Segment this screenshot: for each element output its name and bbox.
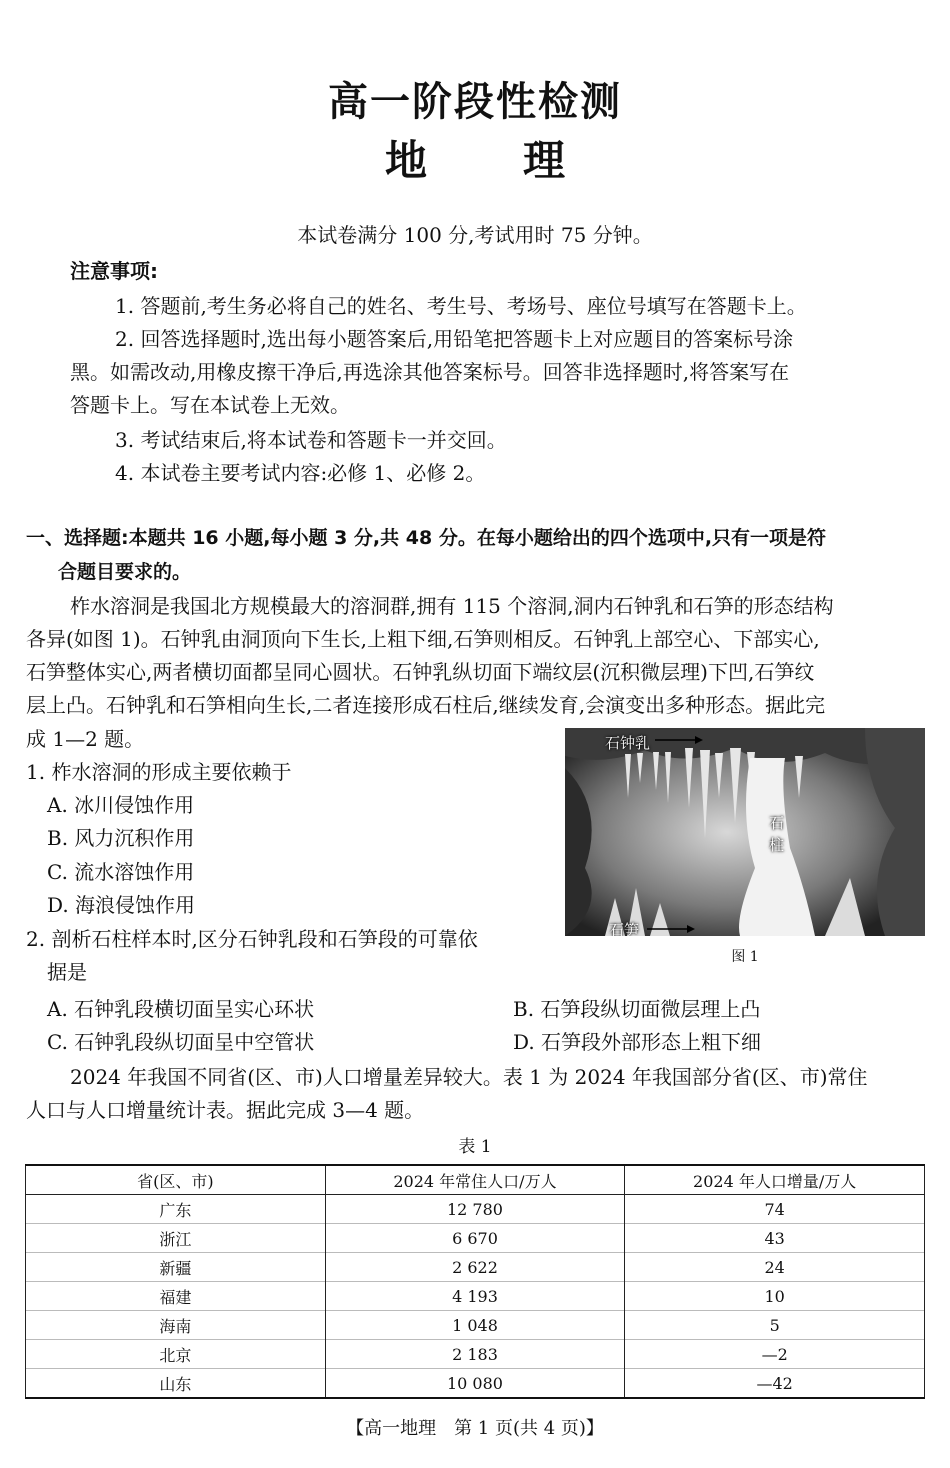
table-cell: 2 622 <box>325 1253 625 1282</box>
table-cell: 6 670 <box>325 1224 625 1253</box>
cave-illustration <box>565 728 925 936</box>
passage-line: 石笋整体实心,两者横切面都呈同心圆状。石钟乳纵切面下端纹层(沉积微层理)下凹,石笋纹 <box>26 660 815 684</box>
population-table <box>25 1164 925 1399</box>
table-row <box>26 1195 925 1224</box>
table-row <box>26 1369 925 1399</box>
notice-heading: 注意事项: <box>70 259 158 283</box>
option: C. 流水溶蚀作用 <box>47 860 195 884</box>
passage-line: 层上凸。石钟乳和石笋相向生长,二者连接形成石柱后,继续发育,会演变出多种形态。据此完 <box>26 693 826 717</box>
subject-char: 理 <box>523 136 566 185</box>
label-column: 石 <box>769 814 785 832</box>
table-cell: 福建 <box>26 1282 326 1311</box>
table-row <box>26 1224 925 1253</box>
table-cell: 10 080 <box>325 1369 625 1399</box>
notice-line: 答题卡上。写在本试卷上无效。 <box>70 393 350 417</box>
section-heading-cont: 合题目要求的。 <box>58 561 192 583</box>
option: B. 风力沉积作用 <box>47 826 195 850</box>
notice-line: 黑。如需改动,用橡皮擦干净后,再选涂其他答案标号。回答非选择题时,将答案写在 <box>70 360 790 384</box>
label-stalactite: 石钟乳 <box>605 734 651 752</box>
table-cell: 74 <box>625 1195 925 1224</box>
table-cell: 北京 <box>26 1340 326 1369</box>
section-heading: 一、选择题:本题共 16 小题,每小题 3 分,共 48 分。在每小题给出的四个选项中,只有一项是符 <box>26 527 827 549</box>
table-cell: —2 <box>625 1340 925 1369</box>
option: D. 石笋段外部形态上粗下细 <box>513 1030 762 1054</box>
table-row <box>26 1253 925 1282</box>
passage-line: 各异(如图 1)。石钟乳由洞顶向下生长,上粗下细,石笋则相反。石钟乳上部空心、下部实心, <box>26 627 820 651</box>
table-row <box>26 1311 925 1340</box>
table-cell: 浙江 <box>26 1224 326 1253</box>
notice-line: 4. 本试卷主要考试内容:必修 1、必修 2。 <box>115 461 486 485</box>
label-column: 柱 <box>769 836 785 854</box>
table-caption: 表 1 <box>458 1137 492 1157</box>
column-header: 省(区、市) <box>26 1165 326 1195</box>
table-cell: 1 048 <box>325 1311 625 1340</box>
table-row <box>26 1282 925 1311</box>
question-stem: 1. 柞水溶洞的形成主要依赖于 <box>26 760 292 784</box>
label-stalagmite: 石笋 <box>609 921 640 936</box>
passage-line: 2024 年我国不同省(区、市)人口增量差异较大。表 1 为 2024 年我国部分省(区、市)常住 <box>70 1065 868 1089</box>
table-cell: 10 <box>625 1282 925 1311</box>
table-cell: 海南 <box>26 1311 326 1340</box>
exam-title: 高一阶段性检测 <box>328 79 622 125</box>
subject-title <box>0 128 950 188</box>
table-cell: 5 <box>625 1311 925 1340</box>
table-row <box>26 1340 925 1369</box>
passage-line: 人口与人口增量统计表。据此完成 3—4 题。 <box>26 1098 425 1122</box>
table-cell: 24 <box>625 1253 925 1282</box>
option: A. 石钟乳段横切面呈实心环状 <box>47 997 315 1021</box>
column-header: 2024 年人口增量/万人 <box>625 1165 925 1195</box>
option: D. 海浪侵蚀作用 <box>47 893 196 917</box>
notice-line: 1. 答题前,考生务必将自己的姓名、考生号、考场号、座位号填写在答题卡上。 <box>115 294 807 318</box>
cave-photo <box>565 728 925 936</box>
table-cell: 广东 <box>26 1195 326 1224</box>
table-cell: 2 183 <box>325 1340 625 1369</box>
figure-caption: 图 1 <box>731 949 759 965</box>
passage-line: 成 1—2 题。 <box>26 727 145 751</box>
table-header-row <box>26 1165 925 1195</box>
table-cell: 43 <box>625 1224 925 1253</box>
table-cell: —42 <box>625 1369 925 1399</box>
notice-line: 3. 考试结束后,将本试卷和答题卡一并交回。 <box>115 428 507 452</box>
option: B. 石笋段纵切面微层理上凸 <box>513 997 761 1021</box>
table-cell: 新疆 <box>26 1253 326 1282</box>
table-cell: 4 193 <box>325 1282 625 1311</box>
passage-line: 柞水溶洞是我国北方规模最大的溶洞群,拥有 115 个溶洞,洞内石钟乳和石笋的形态结构 <box>70 594 834 618</box>
subject-char: 地 <box>384 136 427 185</box>
table-cell: 12 780 <box>325 1195 625 1224</box>
table-cell: 山东 <box>26 1369 326 1399</box>
exam-info: 本试卷满分 100 分,考试用时 75 分钟。 <box>297 223 653 247</box>
question-stem-cont: 据是 <box>47 960 87 984</box>
option: A. 冰川侵蚀作用 <box>47 793 195 817</box>
column-header: 2024 年常住人口/万人 <box>325 1165 625 1195</box>
question-stem: 2. 剖析石柱样本时,区分石钟乳段和石笋段的可靠依 <box>26 927 478 951</box>
page-footer: 【高一地理 第 1 页(共 4 页)】 <box>346 1418 604 1439</box>
option: C. 石钟乳段纵切面呈中空管状 <box>47 1030 315 1054</box>
notice-line: 2. 回答选择题时,选出每小题答案后,用铅笔把答题卡上对应题目的答案标号涂 <box>115 327 794 351</box>
